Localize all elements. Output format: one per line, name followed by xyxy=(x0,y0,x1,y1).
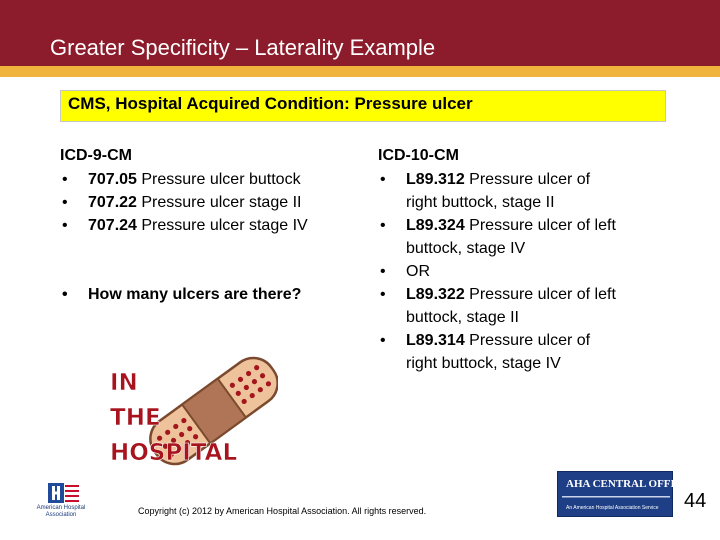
icd10-heading: ICD-10-CM xyxy=(378,147,459,164)
aha-h-flag-icon xyxy=(24,481,98,505)
icd10-item xyxy=(378,283,648,329)
icd9-code: 707.22 xyxy=(88,194,137,211)
icd10-item xyxy=(378,329,623,375)
illustration-line: HOSPITAL xyxy=(110,440,238,466)
icd9-code: 707.05 xyxy=(88,171,137,188)
question-text: How many ulcers are there? xyxy=(88,286,302,303)
illustration-line: THE xyxy=(110,405,161,431)
icd10-or-item xyxy=(378,260,678,283)
icd9-description: Pressure ulcer stage IV xyxy=(136,217,308,234)
icd10-code: L89.312 xyxy=(406,171,465,188)
bandaid-illustration xyxy=(106,355,278,467)
subtitle-box xyxy=(60,90,666,122)
page-number: 44 xyxy=(684,490,707,512)
icd10-description: Pressure ulcer of right buttock, stage II xyxy=(406,171,591,211)
icd9-column xyxy=(60,144,360,306)
icd10-description: Pressure ulcer of left buttock, stage II xyxy=(406,286,616,326)
icd10-item xyxy=(378,214,648,260)
icd9-item xyxy=(60,214,320,237)
title-bar xyxy=(0,0,720,66)
central-office-tagline: An American Hospital Association Service xyxy=(566,505,659,511)
icd9-code: 707.24 xyxy=(88,217,137,234)
illustration-line: IN xyxy=(110,370,138,396)
icd9-description: Pressure ulcer stage II xyxy=(136,194,302,211)
icd9-description: Pressure ulcer buttock xyxy=(136,171,301,188)
icd10-item xyxy=(378,168,623,214)
accent-band xyxy=(0,66,720,77)
icd10-code: L89.322 xyxy=(406,286,465,303)
copyright-text: Copyright (c) 2012 by American Hospital Association. All rights reserved. xyxy=(138,506,427,516)
central-office-name: AHA CENTRAL OFFICE℠ xyxy=(566,478,698,490)
icd10-code: L89.314 xyxy=(406,332,465,349)
icd9-item xyxy=(60,191,360,214)
icd9-item xyxy=(60,168,360,191)
icd10-column xyxy=(378,144,678,375)
icd9-heading: ICD-9-CM xyxy=(60,147,132,164)
or-text: OR xyxy=(406,263,430,280)
logo-divider xyxy=(562,496,670,500)
question-item xyxy=(60,283,360,306)
icd10-code: L89.324 xyxy=(406,217,465,234)
slide-title: Greater Specificity – Laterality Example xyxy=(50,35,436,60)
aha-logo-text: American Hospital Association xyxy=(36,505,86,518)
icd10-description: Pressure ulcer of right buttock, stage IV xyxy=(406,332,591,372)
icd10-description: Pressure ulcer of left buttock, stage IV xyxy=(406,217,616,257)
subtitle-text: CMS, Hospital Acquired Condition: Pressure ulcer xyxy=(68,94,473,113)
aha-logo xyxy=(24,481,98,525)
